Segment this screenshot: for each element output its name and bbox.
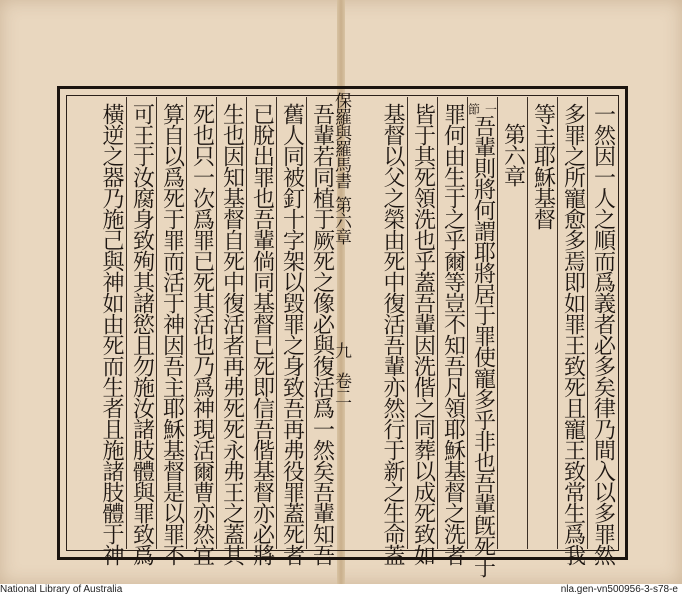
right-page-text (349, 97, 617, 577)
library-credit: National Library of Australia (0, 584, 123, 595)
page-number: 九 (331, 342, 351, 358)
center-running-head (331, 92, 351, 554)
left_page-column-text: 已脫出罪也吾輩倘同基督已死即信吾偕基督亦必將 (249, 103, 275, 565)
right_page-column-text: 等主耶穌基督 (530, 103, 556, 229)
right_page-column-text: 罪何由生于之乎爾等豈不知吾凡領耶穌基督之洗者 (440, 103, 466, 565)
right_page-column-text: 基督以父之榮由死中復活吾輩亦然行于新之生命蓋 (380, 103, 405, 565)
right_page-column (587, 97, 617, 565)
left_page-column-text: 生也因知基督自死中復活者再弗死死永弗王之蓋其 (219, 103, 245, 565)
right_page-column (557, 97, 587, 565)
left_page-column (246, 97, 276, 565)
right_page-column-text: 一然因一人之順而爲義者必多矣律乃間入以多罪然 (590, 103, 616, 565)
left_page-column (216, 97, 246, 565)
left_page-column (96, 97, 126, 565)
left_page-column-text: 可王于汝腐身致殉其諸慾且勿施汝諸肢體與罪致爲 (129, 103, 155, 565)
left_page-column (126, 97, 156, 565)
chapter-label: 第六章 (331, 196, 351, 244)
left_page-column (156, 97, 186, 565)
section-mark: 一節 (466, 103, 498, 115)
right_page-column (466, 97, 498, 577)
right_page-column-text: 多罪之所寵愈多焉即如罪王致死且寵王致常生爲我 (560, 103, 586, 565)
right_page-column (407, 97, 437, 565)
left_page-column-text: 算自以爲死于罪而活于神因吾主耶穌基督是以罪不 (159, 103, 185, 565)
left_page-column (276, 97, 306, 565)
right_page-column (527, 97, 557, 549)
right_page-column (497, 97, 527, 549)
book-title: 保羅與羅馬書 (331, 92, 351, 188)
left_page-column (186, 97, 216, 565)
image-identifier: nla.gen-vn500956-3-s78-e (560, 584, 678, 595)
right_page-column-text: 皆于其死領洗也乎蓋吾輩因洗偕之同葬以成死致如 (410, 103, 436, 565)
right_page-column (377, 97, 407, 565)
left_page-column-text: 吾輩若同植于厥死之像必與復活爲一然矣吾輩知吾 (309, 103, 335, 565)
right_page-column (437, 97, 467, 565)
left-page-text (68, 97, 336, 565)
left_page-column-text: 橫逆之器乃施己與神如由死而生者且施諸肢體于神 (99, 103, 124, 565)
right_page-column-text: 第六章 (500, 123, 526, 186)
left_page-column-text: 舊人同被釘十字架以毀罪之身致吾再弗役罪蓋死者 (279, 103, 305, 565)
right_page-column-text: 吾輩則將何謂耶將居于罪使寵多乎非也吾輩旣死于 (470, 115, 496, 577)
volume-label: 卷二 (331, 372, 351, 404)
left_page-column-text: 死也只一次爲罪已死其活也乃爲神現活爾曹亦然宜 (189, 103, 215, 565)
